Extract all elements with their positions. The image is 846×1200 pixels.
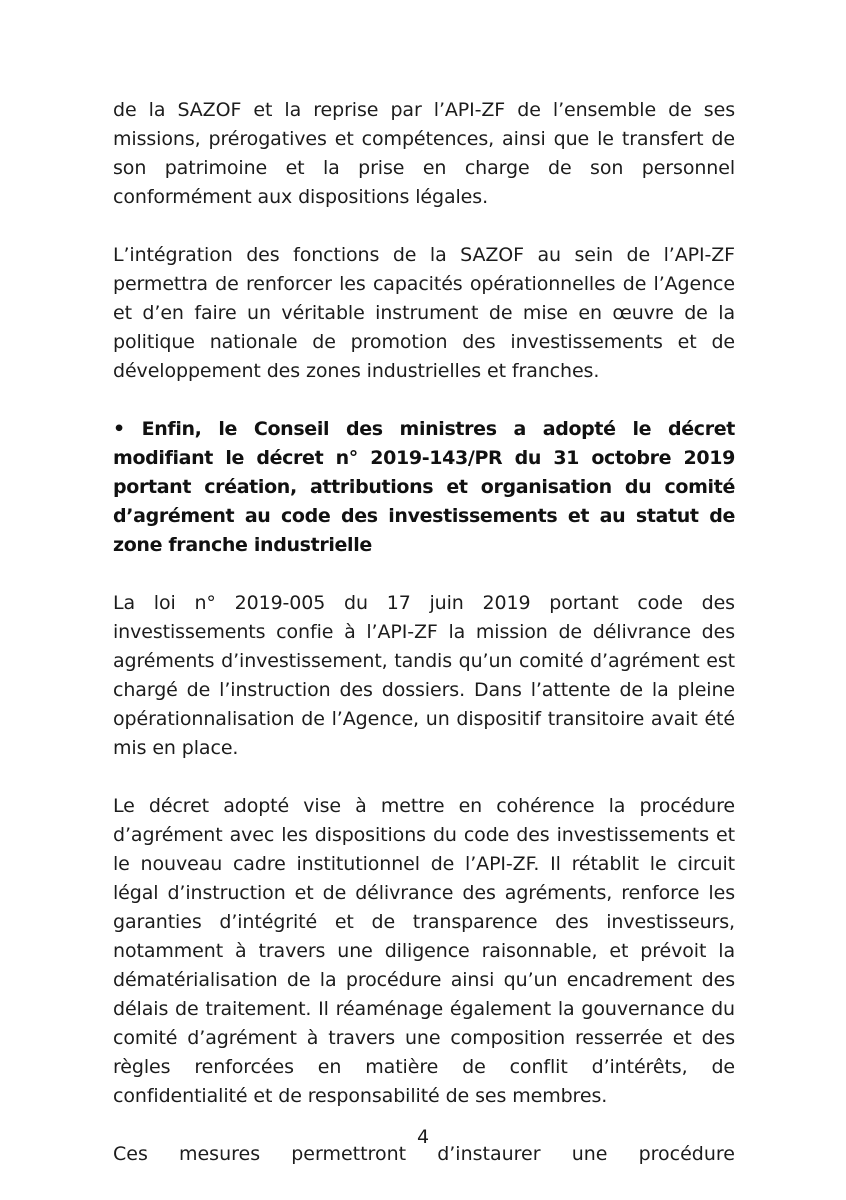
paragraph-decret-adopte: Le décret adopté vise à mettre en cohérence la procédure d’agrément avec les dispositions du code des investissements et le nouveau cadre institutionnel de l’API-ZF. Il rétablit le circuit légal d’instruction et de délivrance des agréments, renforce les garanties d’intégrité et de transparence des investisseurs, notamment à travers une diligence raisonnable, et prévoit la dématérialisation de la procédure ainsi qu’un encadrement des délais de traitement. Il réaménage également la gouvernance du comité d’agrément à travers une composition resserrée et des règles renforcées en matière de conflit d’intérêts, de confidentialité et de responsabilité de ses membres.	[113, 795, 735, 1107]
word: procédure	[638, 1143, 735, 1165]
word: Ces	[113, 1143, 148, 1165]
word: d’instaurer	[437, 1143, 541, 1165]
word: mesures	[178, 1143, 261, 1165]
document-page	[113, 96, 735, 1169]
section-heading-decret: • Enfin, le Conseil des ministres a adopté le décret modifiant le décret n° 2019-143/PR du 31 octobre 2019 portant création, attributions et organisation du comité d’agrément au code des investissements et au statut de zone franche industrielle	[113, 418, 735, 556]
paragraph-loi-2019-005: La loi n° 2019-005 du 17 juin 2019 portant code des investissements confie à l’API-ZF la mission de délivrance des agréments d’investissement, tandis qu’un comité d’agrément est chargé de l’instruction des dossiers. Dans l’attente de la pleine opérationnalisation de l’Agence, un dispositif transitoire avait été mis en place.	[113, 592, 735, 759]
page-number: 4	[416, 1126, 430, 1148]
word: une	[571, 1143, 608, 1165]
word: permettront	[291, 1143, 407, 1165]
paragraph-integration: L’intégration des fonctions de la SAZOF au sein de l’API-ZF permettra de renforcer les capacités opérationnelles de l’Agence et d’en faire un véritable instrument de mise en œuvre de la politique nationale de promotion des investissements et de développement des zones industrielles et franches.	[113, 244, 735, 382]
paragraph-sazof-reprise: de la SAZOF et la reprise par l’API-ZF de l’ensemble de ses missions, prérogatives et compétences, ainsi que le transfert de son patrimoine et la prise en charge de son personnel conformément aux dispositions légales.	[113, 99, 735, 208]
